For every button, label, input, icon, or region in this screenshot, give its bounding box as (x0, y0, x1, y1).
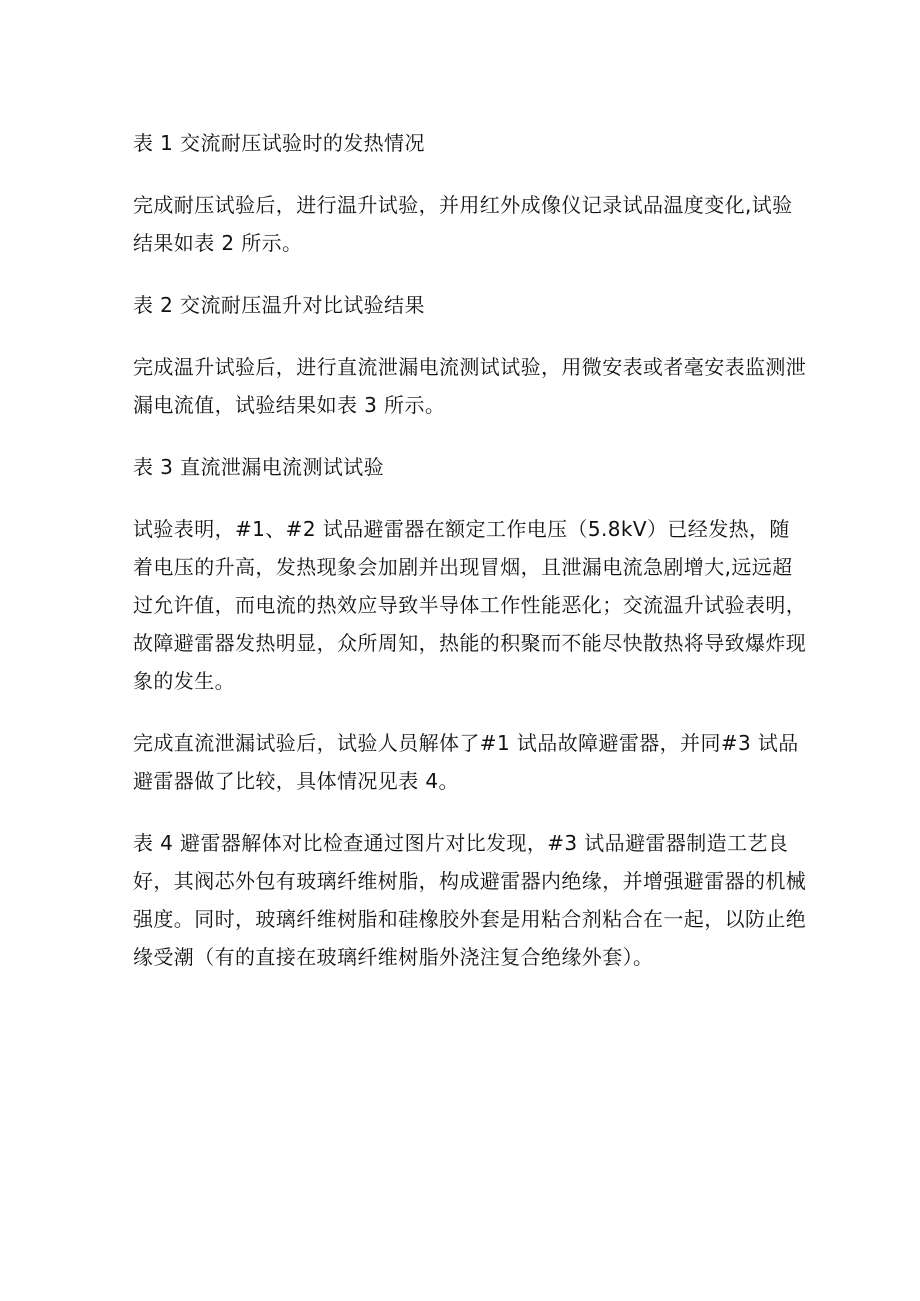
paragraph-disassembly: 完成直流泄漏试验后，试验人员解体了#1 试品故障避雷器，并同#3 试品避雷器做了比较，具体情况见表 4。 (133, 731, 799, 793)
paragraph-table-4-comparison: 表 4 避雷器解体对比检查通过图片对比发现，#3 试品避雷器制造工艺良好，其阀芯外包有玻璃纤维树脂，构成避雷器内绝缘，并增强避雷器的机械强度。同时，玻璃纤维树脂和硅橡胶外套是用粘合剂粘合在一起，以防止绝缘受潮（有的直接在玻璃纤维树脂外浇注复合绝缘外套）。 (133, 831, 807, 969)
table-2-caption: 表 2 交流耐压温升对比试验结果 (133, 293, 425, 317)
table-3-caption: 表 3 直流泄漏电流测试试验 (133, 455, 385, 479)
paragraph-temperature-rise-test: 完成耐压试验后，进行温升试验，并用红外成像仪记录试品温度变化,试验结果如表 2 所示。 (133, 193, 793, 255)
paragraph-dc-leakage-test: 完成温升试验后，进行直流泄漏电流测试试验，用微安表或者毫安表监测泄漏电流值，试验结果如表 3 所示。 (133, 355, 807, 417)
paragraph-test-findings: 试验表明，#1、#2 试品避雷器在额定工作电压（5.8kV）已经发热，随着电压的升高，发热现象会加剧并出现冒烟，且泄漏电流急剧增大,远远超过允许值，而电流的热效应导致半导体工作性能恶化；交流温升试验表明，故障避雷器发热明显，众所周知，热能的积聚而不能尽快散热将导致爆炸现象的发生。 (133, 517, 807, 693)
table-1-caption: 表 1 交流耐压试验时的发热情况 (133, 131, 425, 155)
document-body (133, 124, 808, 1000)
